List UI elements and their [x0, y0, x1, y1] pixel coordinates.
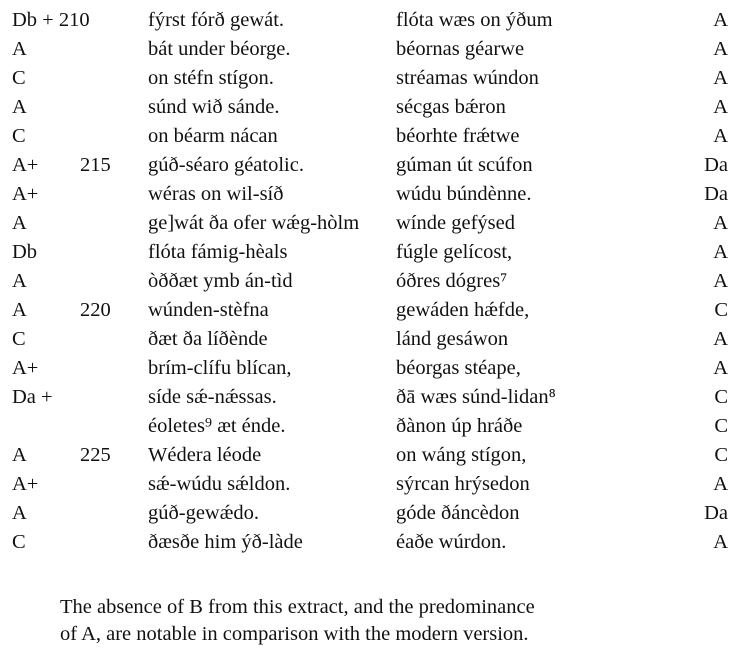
verse-row [0, 209, 740, 237]
scansion-left: A+ [12, 183, 39, 205]
scansion-left: A+ [12, 473, 39, 495]
scansion-left: Da + [12, 386, 53, 408]
half-line-a: gúð-séaro géatolic. [148, 154, 304, 176]
line-number: 220 [80, 299, 111, 321]
verse-row [0, 296, 740, 324]
half-line-a: ge]wát ða ofer wǽg-hòlm [148, 212, 360, 234]
verse-row [0, 325, 740, 353]
scansion-left: C [12, 67, 26, 89]
scansion-left: A+ [12, 154, 39, 176]
scansion-left: Db + 210 [12, 9, 90, 31]
scansion-right: A [713, 357, 728, 379]
half-line-a: òððæt ymb án-tìd [148, 270, 293, 292]
scansion-left: A [12, 299, 27, 321]
half-line-a: síde sǽ-nǽssas. [148, 386, 277, 408]
half-line-b: béorgas stéape, [396, 357, 521, 379]
scansion-left: C [12, 328, 26, 350]
scansion-left: A [12, 212, 27, 234]
verse-row [0, 180, 740, 208]
verse-row [0, 122, 740, 150]
verse-row [0, 383, 740, 411]
scansion-right: A [713, 125, 728, 147]
half-line-a: ðæsðe him ýð-làde [148, 531, 303, 553]
half-line-a: wúnden-stèfna [148, 299, 269, 321]
scansion-right: A [713, 241, 728, 263]
verse-row [0, 64, 740, 92]
half-line-a: brím-clífu blícan, [148, 357, 292, 379]
caption-line-1: The absence of B from this extract, and the predominance [60, 596, 535, 618]
scansion-left: A [12, 502, 27, 524]
half-line-a: sǽ-wúdu sǽldon. [148, 473, 291, 495]
half-line-b: gewáden hǽfde, [396, 299, 530, 321]
verse-row [0, 470, 740, 498]
scansion-right: A [713, 328, 728, 350]
scansion-right: A [713, 38, 728, 60]
half-line-b: stréamas wúndon [396, 67, 539, 89]
scansion-right: A [713, 270, 728, 292]
half-line-b: sécgas bǽron [396, 96, 506, 118]
scansion-right: C [714, 444, 728, 466]
half-line-b: ðā wæs súnd-lidan⁸ [396, 386, 556, 408]
scansion-left: C [12, 125, 26, 147]
scansion-left: A [12, 444, 27, 466]
verse-row [0, 441, 740, 469]
verse-row [0, 412, 740, 440]
scansion-right: A [713, 67, 728, 89]
half-line-b: béornas géarwe [396, 38, 525, 60]
scansion-right: C [714, 415, 728, 437]
verse-row [0, 6, 740, 34]
verse-row [0, 528, 740, 556]
scansion-right: A [713, 9, 728, 31]
scansion-right: A [713, 96, 728, 118]
half-line-b: góde ðáncèdon [396, 502, 520, 524]
verse-row [0, 238, 740, 266]
half-line-b: ðànon úp hráðe [396, 415, 523, 437]
half-line-b: gúman út scúfon [396, 154, 533, 176]
half-line-a: fýrst fórð gewát. [148, 9, 285, 31]
scansion-left: A [12, 38, 27, 60]
scansion-left: Db [12, 241, 38, 263]
scansion-left: A [12, 270, 27, 292]
half-line-a: on stéfn stígon. [148, 67, 274, 89]
half-line-a: gúð-gewǽdo. [148, 502, 260, 524]
scansion-left: C [12, 531, 26, 553]
half-line-a: ðæt ða líðènde [148, 328, 268, 350]
half-line-b: flóta wæs on ýðum [396, 9, 553, 31]
line-number: 215 [80, 154, 111, 176]
half-line-b: fúgle gelícost, [396, 241, 513, 263]
line-number: 225 [80, 444, 111, 466]
half-line-a: súnd wið sánde. [148, 96, 280, 118]
scansion-right: Da [704, 154, 728, 176]
half-line-b: on wáng stígon, [396, 444, 527, 466]
scansion-right: Da [704, 502, 728, 524]
verse-row [0, 151, 740, 179]
half-line-a: on béarm nácan [148, 125, 278, 147]
half-line-b: wúdu búndènne. [396, 183, 532, 205]
verse-row [0, 267, 740, 295]
scansion-right: A [713, 531, 728, 553]
half-line-a: flóta fámig-hèals [148, 241, 288, 263]
scansion-right: A [713, 473, 728, 495]
verse-row [0, 35, 740, 63]
half-line-a: bát under béorge. [148, 38, 291, 60]
half-line-b: béorhte frǽtwe [396, 125, 520, 147]
half-line-a: Wédera léode [148, 444, 262, 466]
caption-line-2: of A, are notable in comparison with the modern version. [60, 623, 529, 645]
half-line-a: wéras on wil-síð [148, 183, 284, 205]
scansion-right: A [713, 212, 728, 234]
scansion-right: C [714, 299, 728, 321]
scansion-right: Da [704, 183, 728, 205]
half-line-b: éaðe wúrdon. [396, 531, 507, 553]
half-line-b: wínde gefýsed [396, 212, 515, 234]
scansion-left: A [12, 96, 27, 118]
verse-row [0, 499, 740, 527]
half-line-b: lánd gesáwon [396, 328, 509, 350]
verse-row [0, 354, 740, 382]
half-line-b: óðres dógres⁷ [396, 270, 508, 292]
verse-row [0, 93, 740, 121]
half-line-a: éoletes⁹ æt énde. [148, 415, 286, 437]
scansion-left: A+ [12, 357, 39, 379]
scansion-right: C [714, 386, 728, 408]
half-line-b: sýrcan hrýsedon [396, 473, 530, 495]
